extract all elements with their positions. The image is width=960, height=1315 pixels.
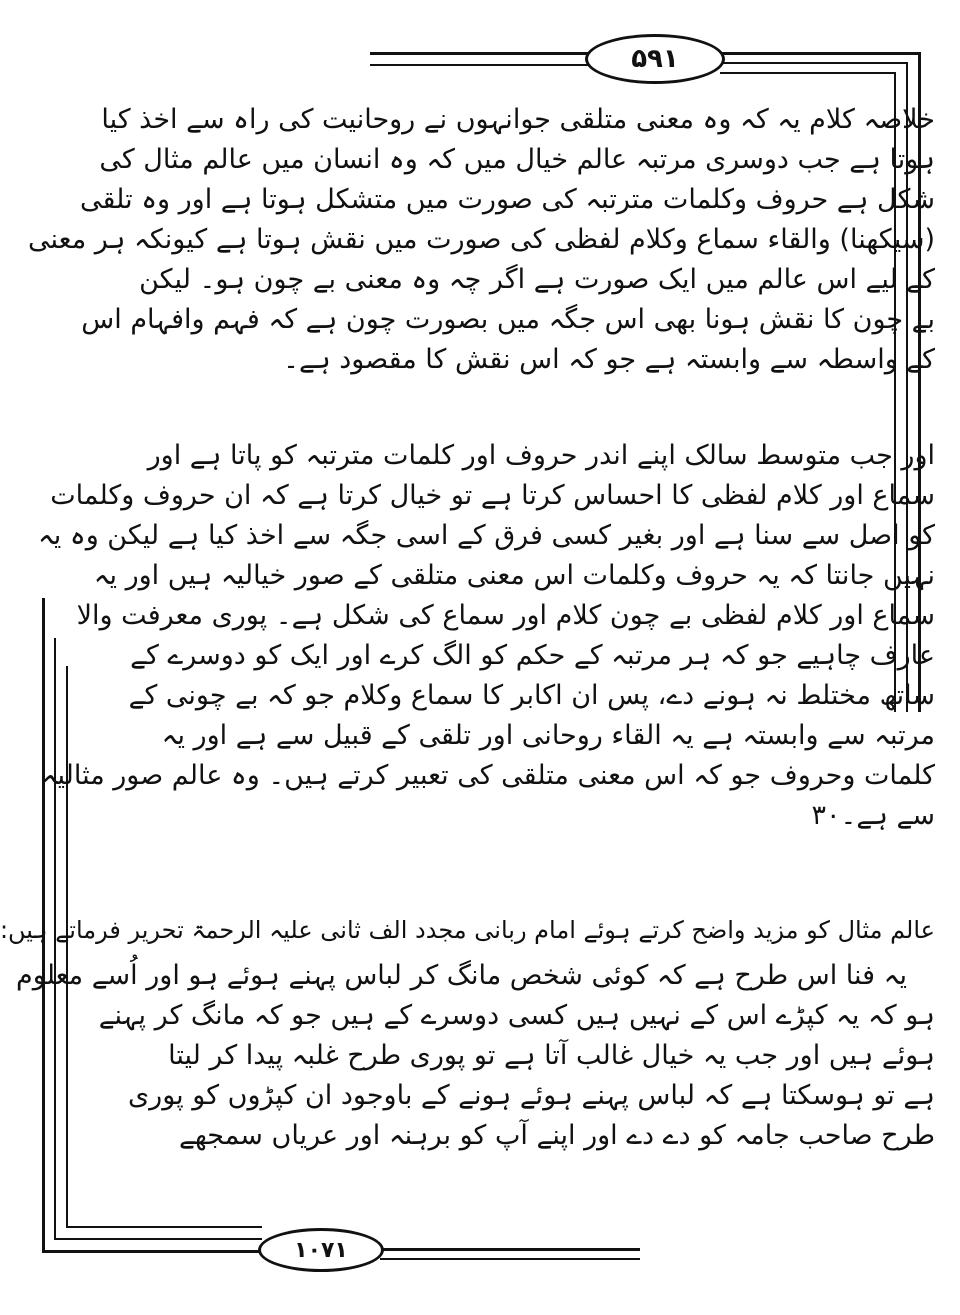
text-line: سے ہے۔۳۰ xyxy=(811,800,935,831)
text-line: ہوئے ہیں اور جب یہ خیال غالب آتا ہے تو پوری طرح غلبہ پیدا کر لیتا xyxy=(168,1040,935,1071)
text-line: ہو کہ یہ کپڑے اس کے نہیں ہیں کسی دوسرے کے ہیں جو کہ مانگ کر پہنے xyxy=(98,1000,935,1031)
text-line: کے لیے اس عالم میں ایک صورت ہے اگر چہ وہ معنی بے چون ہو۔ لیکن xyxy=(139,264,935,295)
top-frame-line-3 xyxy=(720,52,920,55)
bottom-frame-line-4 xyxy=(380,1248,640,1251)
bottom-frame-line-3 xyxy=(66,1226,262,1228)
text-line: ساتھ مختلط نہ ہونے دے، پس ان اکابر کا سماع وکلام جو کہ بے چونی کے xyxy=(128,680,935,711)
text-line: عارف چاہیے جو کہ ہر مرتبہ کے حکم کو الگ کرے اور ایک کو دوسرے کے xyxy=(130,640,935,671)
top-page-number: ۵۹۱ xyxy=(585,34,725,84)
text-line: شکل ہے حروف وکلمات مترتبہ کی صورت میں متشکل ہوتا ہے اور وہ تلقی xyxy=(80,184,935,215)
text-line: کو اصل سے سنا ہے اور بغیر کسی فرق کے اسی جگہ سے اخذ کیا ہے لیکن وہ یہ xyxy=(37,520,935,551)
intro-line xyxy=(0,910,935,950)
bottom-frame-line-5 xyxy=(380,1258,640,1260)
top-frame-line-4 xyxy=(720,62,908,64)
top-frame-line-5 xyxy=(720,72,896,74)
bottom-page-number: ۱۰۷۱ xyxy=(258,1228,384,1272)
top-frame-line-2 xyxy=(370,64,590,66)
text-line: ہوتا ہے جب دوسری مرتبہ عالم خیال میں کہ وہ انسان میں عالم مثال کی xyxy=(99,144,935,175)
text-line: کلمات وحروف جو کہ اس معنی متلقی کی تعبیر کرتے ہیں۔ وہ عالم صور مثالیہ xyxy=(41,760,935,791)
bottom-frame-line-1 xyxy=(42,1250,262,1253)
text-line: کے واسطہ سے وابستہ ہے جو کہ اس نقش کا مقصود ہے۔ xyxy=(283,344,935,375)
text-line: عالم مثال کو مزید واضح کرتے ہوئے امام ربانی مجدد الف ثانی علیہ الرحمۃ تحریر فرماتے ہیں: xyxy=(0,916,935,944)
paragraph-2 xyxy=(37,436,935,836)
text-line: اور جب متوسط سالک اپنے اندر حروف اور کلمات مترتبہ کو پاتا ہے اور xyxy=(147,440,935,471)
paragraph-1 xyxy=(28,100,935,380)
text-line: مرتبہ سے وابستہ ہے یہ القاء روحانی اور تلقی کے قبیل سے ہے اور یہ xyxy=(161,720,935,751)
text-line: (سیکھنا) والقاء سماع وکلام لفظی کی صورت میں نقش ہوتا ہے کیونکہ ہر معنی xyxy=(28,224,935,255)
text-line: بے چون کا نقش ہونا بھی اس جگہ میں بصورت چون ہے کہ فہم وافہام اس xyxy=(81,304,935,335)
bottom-frame-line-2 xyxy=(54,1238,262,1240)
text-line: یہ فنا اس طرح ہے کہ کوئی شخص مانگ کر لباس پہنے ہوئے ہو اور اُسے معلوم xyxy=(16,960,907,991)
text-line: طرح صاحب جامہ کو دے دے اور اپنے آپ کو برہنہ اور عریاں سمجھے xyxy=(179,1120,935,1151)
text-line: سماع اور کلام لفظی بے چون کلام اور سماع کی شکل ہے۔ پوری معرفت والا xyxy=(76,600,935,631)
text-line: ہے تو ہوسکتا ہے کہ لباس پہنے ہوئے ہونے کے باوجود ان کپڑوں کو پوری xyxy=(128,1080,935,1111)
top-frame-line-1 xyxy=(370,52,590,55)
text-line: خلاصہ کلام یہ کہ وہ معنی متلقی جوانہوں نے روحانیت کی راہ سے اخذ کیا xyxy=(101,104,935,135)
text-line: سماع اور کلام لفظی کا احساس کرتا ہے تو خیال کرتا ہے کہ ان حروف وکلمات xyxy=(50,480,935,511)
quote-block xyxy=(16,956,935,1156)
text-line: نہیں جانتا کہ یہ حروف وکلمات اس معنی متلقی کے صور خیالیہ ہیں اور یہ xyxy=(93,560,935,591)
